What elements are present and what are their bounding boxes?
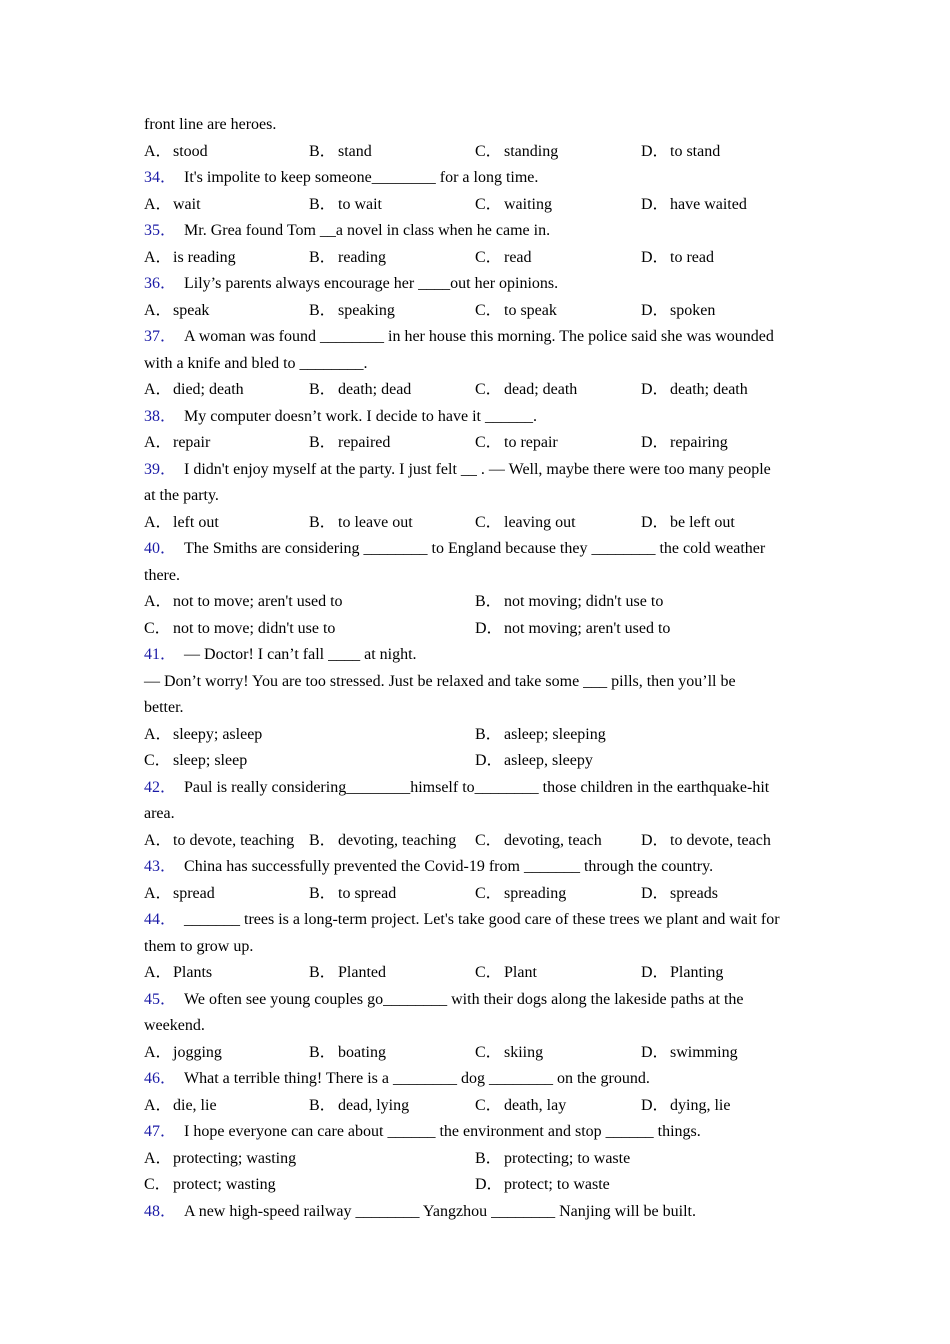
option-letter: C． bbox=[475, 381, 502, 398]
question-text: What a terrible thing! There is a ________ dog ________ on the ground. bbox=[184, 1070, 650, 1087]
question-text: China has successfully prevented the Covid-19 from _______ through the country. bbox=[184, 858, 714, 875]
question-block bbox=[144, 775, 809, 855]
answer-option[interactable] bbox=[641, 192, 747, 219]
question-text: at the party. bbox=[144, 487, 219, 504]
option-text: standing bbox=[504, 142, 559, 160]
question-number: 48． bbox=[144, 1202, 177, 1220]
answer-option[interactable] bbox=[475, 722, 606, 749]
answer-option[interactable] bbox=[475, 298, 557, 325]
option-text: Planting bbox=[670, 964, 724, 981]
question-text: there. bbox=[144, 566, 180, 584]
option-text: to stand bbox=[670, 142, 721, 160]
question-text-line bbox=[144, 695, 809, 722]
option-text: waiting bbox=[504, 195, 552, 213]
question-text-line bbox=[144, 457, 809, 484]
option-text: stand bbox=[338, 142, 372, 160]
answer-option[interactable] bbox=[144, 589, 343, 616]
question-block bbox=[144, 1066, 809, 1119]
answer-option[interactable] bbox=[309, 245, 386, 272]
question-text-line bbox=[144, 854, 809, 881]
answer-option[interactable] bbox=[144, 722, 262, 749]
option-text: Plant bbox=[504, 964, 537, 981]
option-letter: C． bbox=[475, 301, 502, 319]
question-block bbox=[144, 1119, 809, 1199]
question-number: 45． bbox=[144, 990, 177, 1008]
option-letter: C． bbox=[475, 1043, 502, 1061]
question-block bbox=[144, 536, 809, 642]
answer-option[interactable] bbox=[144, 1093, 217, 1120]
option-letter: A． bbox=[144, 1096, 172, 1114]
question-text-line bbox=[144, 324, 809, 351]
answer-option[interactable] bbox=[641, 510, 735, 537]
option-letter: D． bbox=[475, 619, 503, 637]
option-text: swimming bbox=[670, 1043, 738, 1061]
question-text: A new high-speed railway ________ Yangzhou ________ Nanjing will be built. bbox=[184, 1202, 696, 1220]
option-text: devoting, teaching bbox=[338, 831, 457, 849]
option-text: spoken bbox=[670, 301, 716, 319]
answer-option[interactable] bbox=[641, 881, 718, 908]
option-text: Plants bbox=[173, 964, 213, 981]
question-number: 37． bbox=[144, 328, 177, 345]
question-text-line bbox=[144, 934, 809, 961]
options-row bbox=[144, 748, 809, 775]
option-text: died; death bbox=[173, 381, 244, 398]
option-letter: A． bbox=[144, 142, 172, 160]
answer-option[interactable] bbox=[641, 245, 714, 272]
question-block bbox=[144, 404, 809, 457]
answer-option[interactable] bbox=[475, 192, 552, 219]
answer-option[interactable] bbox=[309, 377, 411, 404]
option-text: be left out bbox=[670, 513, 735, 531]
option-text: death; death bbox=[670, 381, 748, 398]
option-letter: A． bbox=[144, 434, 172, 451]
option-letter: A． bbox=[144, 1149, 172, 1167]
option-letter: B． bbox=[309, 195, 336, 213]
option-letter: B． bbox=[309, 301, 336, 319]
option-text: not moving; aren't used to bbox=[504, 619, 671, 637]
option-letter: B． bbox=[309, 142, 336, 160]
option-text: to devote, teach bbox=[670, 831, 771, 849]
answer-option[interactable] bbox=[641, 1093, 730, 1120]
option-letter: B． bbox=[309, 831, 336, 849]
option-text: spreading bbox=[504, 884, 567, 902]
option-text: not to move; aren't used to bbox=[173, 593, 343, 610]
answer-option[interactable] bbox=[309, 960, 386, 987]
question-number: 36． bbox=[144, 275, 177, 292]
option-text: asleep; sleeping bbox=[504, 725, 606, 743]
option-text: jogging bbox=[173, 1043, 222, 1061]
answer-option[interactable] bbox=[144, 881, 215, 908]
option-letter: D． bbox=[641, 248, 669, 266]
question-text-line bbox=[144, 483, 809, 510]
answer-option[interactable] bbox=[144, 192, 201, 219]
options-row bbox=[144, 881, 809, 908]
question-block bbox=[144, 907, 809, 987]
option-text: speak bbox=[173, 301, 210, 319]
question-number: 38． bbox=[144, 407, 177, 425]
question-text-line bbox=[144, 218, 809, 245]
answer-option[interactable] bbox=[309, 1040, 386, 1067]
question-text: area. bbox=[144, 805, 175, 822]
options-row bbox=[144, 616, 809, 643]
answer-option[interactable] bbox=[144, 298, 209, 325]
answer-option[interactable] bbox=[641, 377, 748, 404]
option-letter: D． bbox=[641, 831, 669, 849]
option-text: spreads bbox=[670, 884, 718, 902]
question-number: 44． bbox=[144, 911, 177, 928]
options-row bbox=[144, 245, 809, 272]
option-text: to spread bbox=[338, 884, 397, 902]
answer-option[interactable] bbox=[475, 245, 532, 272]
question-number: 43． bbox=[144, 858, 177, 875]
option-letter: B． bbox=[309, 1043, 336, 1061]
question-text: — Don’t worry! You are too stressed. Just be relaxed and take some ___ pills, then you’ll be bbox=[144, 672, 736, 690]
answer-option[interactable] bbox=[641, 298, 715, 325]
option-letter: D． bbox=[641, 301, 669, 319]
question-block bbox=[144, 112, 809, 165]
question-text: with a knife and bled to ________. bbox=[144, 354, 368, 372]
option-letter: C． bbox=[144, 752, 171, 769]
question-text: Lily’s parents always encourage her ____out her opinions. bbox=[184, 275, 559, 292]
option-text: die, lie bbox=[173, 1096, 217, 1114]
question-text-line bbox=[144, 1119, 809, 1146]
option-letter: B． bbox=[309, 964, 336, 981]
answer-option[interactable] bbox=[475, 881, 566, 908]
option-text: not moving; didn't use to bbox=[504, 593, 664, 610]
answer-option[interactable] bbox=[144, 616, 335, 643]
option-letter: D． bbox=[641, 195, 669, 213]
option-text: to leave out bbox=[338, 513, 413, 531]
answer-option[interactable] bbox=[309, 881, 396, 908]
question-text: weekend. bbox=[144, 1017, 205, 1034]
question-number: 34． bbox=[144, 169, 177, 186]
option-text: leaving out bbox=[504, 513, 576, 531]
option-text: repair bbox=[173, 434, 211, 451]
answer-option[interactable] bbox=[475, 1040, 543, 1067]
option-letter: C． bbox=[475, 1096, 502, 1114]
option-letter: C． bbox=[475, 195, 502, 213]
option-letter: B． bbox=[309, 513, 336, 531]
question-block bbox=[144, 987, 809, 1067]
answer-option[interactable] bbox=[475, 430, 558, 457]
question-text-line bbox=[144, 351, 809, 378]
question-block bbox=[144, 218, 809, 271]
answer-option[interactable] bbox=[309, 510, 413, 537]
question-text-line bbox=[144, 536, 809, 563]
option-letter: D． bbox=[641, 142, 669, 160]
option-letter: B． bbox=[309, 1096, 336, 1114]
option-letter: A． bbox=[144, 195, 172, 213]
option-text: sleep; sleep bbox=[173, 752, 248, 769]
options-row bbox=[144, 828, 809, 855]
option-letter: D． bbox=[641, 1043, 669, 1061]
answer-option[interactable] bbox=[475, 960, 537, 987]
options-row bbox=[144, 1146, 809, 1173]
answer-option[interactable] bbox=[475, 1172, 610, 1199]
question-text: A woman was found ________ in her house this morning. The police said she was wounded bbox=[184, 328, 774, 345]
answer-option[interactable] bbox=[309, 298, 395, 325]
question-text: front line are heroes. bbox=[144, 116, 277, 133]
option-text: skiing bbox=[504, 1043, 544, 1061]
question-text: My computer doesn’t work. I decide to have it ______. bbox=[184, 407, 537, 425]
answer-option[interactable] bbox=[144, 377, 244, 404]
answer-option[interactable] bbox=[475, 510, 576, 537]
option-letter: B． bbox=[475, 593, 502, 610]
question-text-line bbox=[144, 404, 809, 431]
option-letter: A． bbox=[144, 964, 172, 981]
option-letter: C． bbox=[475, 434, 502, 451]
option-letter: D． bbox=[641, 1096, 669, 1114]
question-number: 41． bbox=[144, 646, 177, 663]
answer-option[interactable] bbox=[144, 748, 247, 775]
option-letter: A． bbox=[144, 725, 172, 743]
question-number: 42． bbox=[144, 778, 177, 796]
question-text: Paul is really considering________himself to________ those children in the earthquake-hit bbox=[184, 778, 770, 796]
question-text-line bbox=[144, 987, 809, 1014]
options-row bbox=[144, 139, 809, 166]
option-letter: A． bbox=[144, 831, 172, 849]
option-text: is reading bbox=[173, 248, 236, 266]
option-letter: A． bbox=[144, 301, 172, 319]
option-letter: D． bbox=[475, 1176, 503, 1193]
option-text: wait bbox=[173, 195, 201, 213]
answer-option[interactable] bbox=[144, 1040, 222, 1067]
option-letter: C． bbox=[144, 1176, 171, 1193]
options-row bbox=[144, 510, 809, 537]
option-letter: C． bbox=[475, 964, 502, 981]
question-text-line bbox=[144, 907, 809, 934]
options-row bbox=[144, 430, 809, 457]
option-letter: D． bbox=[641, 884, 669, 902]
question-text: — Doctor! I can’t fall ____ at night. bbox=[184, 646, 417, 663]
option-text: stood bbox=[173, 142, 208, 160]
option-text: to read bbox=[670, 248, 714, 266]
options-row bbox=[144, 1093, 809, 1120]
question-text-line bbox=[144, 165, 809, 192]
option-text: sleepy; asleep bbox=[173, 725, 263, 743]
answer-option[interactable] bbox=[641, 139, 720, 166]
options-row bbox=[144, 722, 809, 749]
question-block bbox=[144, 165, 809, 218]
question-text: _______ trees is a long-term project. Let's take good care of these trees we plant and wait for bbox=[184, 911, 780, 928]
question-block bbox=[144, 324, 809, 404]
answer-option[interactable] bbox=[144, 139, 208, 166]
question-text-line bbox=[144, 271, 809, 298]
option-letter: A． bbox=[144, 884, 172, 902]
option-text: boating bbox=[338, 1043, 386, 1061]
option-letter: D． bbox=[641, 964, 669, 981]
option-text: spread bbox=[173, 884, 215, 902]
question-text-line bbox=[144, 642, 809, 669]
answer-option[interactable] bbox=[144, 430, 210, 457]
question-text: It's impolite to keep someone________ for a long time. bbox=[184, 169, 539, 186]
question-text-line bbox=[144, 112, 809, 139]
option-letter: C． bbox=[475, 884, 502, 902]
option-text: death; dead bbox=[338, 381, 412, 398]
question-text: I hope everyone can care about ______ the environment and stop ______ things. bbox=[184, 1123, 701, 1140]
option-letter: C． bbox=[475, 142, 502, 160]
option-letter: C． bbox=[475, 513, 502, 531]
option-text: asleep, sleepy bbox=[504, 752, 593, 769]
option-text: devoting, teach bbox=[504, 831, 602, 849]
answer-option[interactable] bbox=[144, 510, 219, 537]
option-text: Planted bbox=[338, 964, 386, 981]
question-block bbox=[144, 854, 809, 907]
option-text: protect; wasting bbox=[173, 1176, 276, 1193]
options-row bbox=[144, 960, 809, 987]
option-text: left out bbox=[173, 513, 219, 531]
answer-option[interactable] bbox=[309, 192, 382, 219]
answer-option[interactable] bbox=[475, 139, 558, 166]
option-text: dead; death bbox=[504, 381, 578, 398]
question-number: 46． bbox=[144, 1070, 177, 1087]
question-text: The Smiths are considering ________ to England because they ________ the cold weather bbox=[184, 540, 766, 557]
option-text: to wait bbox=[338, 195, 382, 213]
question-number: 47． bbox=[144, 1123, 177, 1140]
question-text-line bbox=[144, 669, 809, 696]
question-text-line bbox=[144, 775, 809, 802]
option-letter: A． bbox=[144, 381, 172, 398]
answer-option[interactable] bbox=[641, 828, 771, 855]
option-letter: D． bbox=[641, 381, 669, 398]
answer-option[interactable] bbox=[475, 1146, 630, 1173]
answer-option[interactable] bbox=[641, 1040, 738, 1067]
question-number: 40． bbox=[144, 540, 177, 557]
question-text-line bbox=[144, 1066, 809, 1093]
options-row bbox=[144, 192, 809, 219]
option-text: to devote, teaching bbox=[173, 831, 295, 849]
exam-page bbox=[144, 112, 809, 1225]
option-text: protecting; to waste bbox=[504, 1149, 631, 1167]
option-text: repaired bbox=[338, 434, 391, 451]
question-block bbox=[144, 457, 809, 537]
answer-option[interactable] bbox=[144, 1172, 276, 1199]
option-letter: B． bbox=[309, 434, 336, 451]
option-letter: A． bbox=[144, 1043, 172, 1061]
answer-option[interactable] bbox=[309, 139, 372, 166]
option-text: read bbox=[504, 248, 532, 266]
option-letter: B． bbox=[309, 248, 336, 266]
question-text: them to grow up. bbox=[144, 937, 254, 955]
option-letter: B． bbox=[309, 381, 336, 398]
question-number: 35． bbox=[144, 222, 177, 239]
option-text: death, lay bbox=[504, 1096, 567, 1114]
answer-option[interactable] bbox=[309, 430, 390, 457]
option-letter: B． bbox=[309, 884, 336, 902]
question-text-line bbox=[144, 563, 809, 590]
answer-option[interactable] bbox=[144, 960, 212, 987]
option-text: to repair bbox=[504, 434, 558, 451]
answer-option[interactable] bbox=[475, 1093, 566, 1120]
question-text: I didn't enjoy myself at the party. I just felt __ . — Well, maybe there were too many people bbox=[184, 460, 771, 478]
option-letter: D． bbox=[475, 752, 503, 769]
option-letter: B． bbox=[475, 1149, 502, 1167]
answer-option[interactable] bbox=[641, 430, 728, 457]
question-block bbox=[144, 1199, 809, 1226]
answer-option[interactable] bbox=[144, 1146, 296, 1173]
answer-option[interactable] bbox=[309, 1093, 409, 1120]
option-text: speaking bbox=[338, 301, 395, 319]
answer-option[interactable] bbox=[144, 245, 236, 272]
answer-option[interactable] bbox=[309, 828, 456, 855]
option-text: to speak bbox=[504, 301, 557, 319]
option-text: repairing bbox=[670, 434, 728, 451]
question-block bbox=[144, 642, 809, 775]
options-row bbox=[144, 298, 809, 325]
options-row bbox=[144, 1040, 809, 1067]
option-text: dying, lie bbox=[670, 1096, 731, 1114]
answer-option[interactable] bbox=[475, 377, 577, 404]
question-text-line bbox=[144, 1199, 809, 1226]
option-letter: A． bbox=[144, 593, 172, 610]
option-text: have waited bbox=[670, 195, 747, 213]
question-text: Mr. Grea found Tom __a novel in class when he came in. bbox=[184, 222, 551, 239]
option-text: protect; to waste bbox=[504, 1176, 610, 1193]
question-text: We often see young couples go________ with their dogs along the lakeside paths at the bbox=[184, 990, 744, 1008]
question-text-line bbox=[144, 1013, 809, 1040]
question-text: better. bbox=[144, 699, 184, 716]
answer-option[interactable] bbox=[475, 828, 602, 855]
option-letter: A． bbox=[144, 513, 172, 531]
answer-option[interactable] bbox=[475, 748, 593, 775]
option-text: protecting; wasting bbox=[173, 1149, 297, 1167]
options-row bbox=[144, 1172, 809, 1199]
answer-option[interactable] bbox=[475, 616, 670, 643]
options-row bbox=[144, 377, 809, 404]
question-text-line bbox=[144, 801, 809, 828]
option-letter: B． bbox=[475, 725, 502, 743]
option-letter: C． bbox=[475, 831, 502, 849]
question-block bbox=[144, 271, 809, 324]
option-text: reading bbox=[338, 248, 386, 266]
answer-option[interactable] bbox=[641, 960, 723, 987]
option-text: not to move; didn't use to bbox=[173, 619, 336, 637]
answer-option[interactable] bbox=[475, 589, 663, 616]
option-letter: D． bbox=[641, 513, 669, 531]
option-letter: C． bbox=[144, 619, 171, 637]
option-letter: A． bbox=[144, 248, 172, 266]
option-text: dead, lying bbox=[338, 1096, 410, 1114]
option-letter: C． bbox=[475, 248, 502, 266]
answer-option[interactable] bbox=[144, 828, 294, 855]
option-letter: D． bbox=[641, 434, 669, 451]
options-row bbox=[144, 589, 809, 616]
question-number: 39． bbox=[144, 460, 177, 478]
